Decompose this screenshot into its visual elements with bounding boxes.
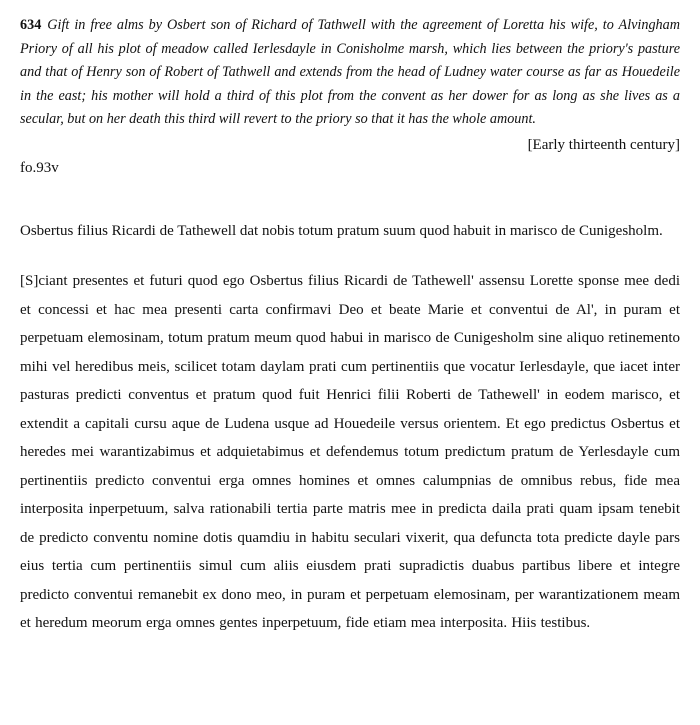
entry-summary <box>20 14 680 132</box>
folio-reference: fo.93v <box>20 159 59 176</box>
entry-summary-text: Gift in free alms by Osbert son of Richard of Tathwell with the agreement of Loretta his wife, to Alvingham Priory of all his plot of meadow called Ierlesdayle in Conisholme marsh, which lies between the priory's pasture and that of Henry son of Robert of Tathwell and extends from the head of Ludney water course as far as Houedeile in the east; his mother will hold a third of this plot from the convent as her dower for as long as she lives as a secular, but on her death this third will revert to the priory so that it has the whole amount. <box>20 17 680 127</box>
entry-date: [Early thirteenth century] <box>527 136 680 153</box>
rubric-text: Osbertus filius Ricardi de Tathewell dat nobis totum pratum suum quod habuit in marisco de Cunigesholm. <box>20 222 663 239</box>
entry-number: 634 <box>20 17 42 33</box>
charter-text: [S]ciant presentes et futuri quod ego Osbertus filius Ricardi de Tathewell' assensu Lorette sponse mee dedi et concessi et hac mea presenti carta confirmavi Deo et beate Marie et conventui de Al', in puram et perpetuam elemosinam, totum pratum meum quod habui in marisco de Cunigesholm sine aliquo retinemento mihi vel heredibus meis, scilicet totam daylam prati cum pertinentiis que vocatur Ierlesdayle, que iacet inter pasturas predicti conventus et pratum quod fuit Henrici filii Roberti de Tathewell' in eodem marisco, et extendit a capitali cursu aque de Ludena usque ad Houedeile versus orientem. Et ego predictus Osbertus et heredes mei warantizabimus et adquietabimus et defendemus totum predictum pratum de Yerlesdayle cum pertinentiis predicto conventui erga omnes homines et omnes calumpnias de omnibus rebus, fide mea interposita inperpetuum, salva rationabili tertia parte matris mee in predicta daila prati quam ipsam tenebit de predicto conventu nomine dotis quamdiu in habitu seculari vixerit, qua defuncta tota predicte dayle pars eius tertia cum pertinentiis simul cum aliis eiusdem prati supradictis duabus partibus libere et integre predicto conventui remanebit ex dono meo, in puram et perpetuam elemosinam, per warantizationem meam et heredum meorum erga omnes gentes inperpetuum, fide etiam mea interposita. Hiis testibus. <box>20 273 680 631</box>
